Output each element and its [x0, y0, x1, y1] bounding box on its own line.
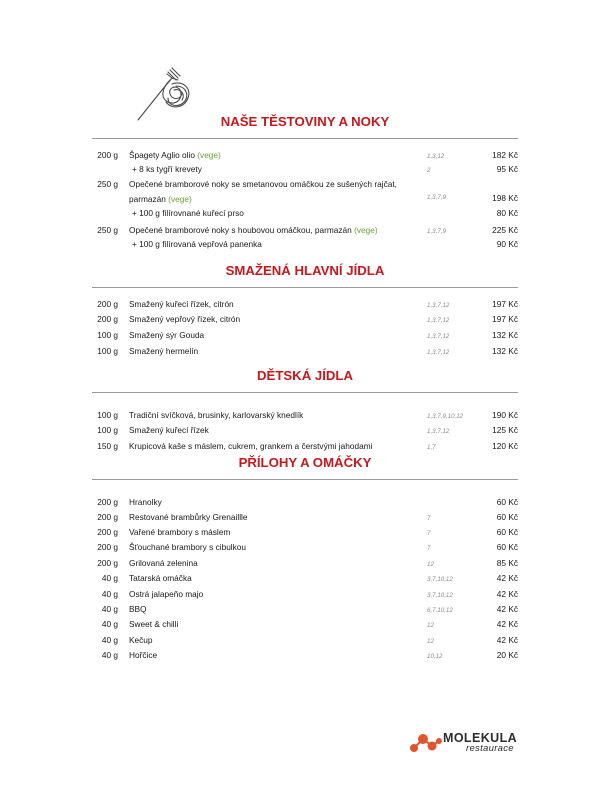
- item-name: Smažený kuřecí řízek: [129, 425, 209, 435]
- item-weight: 100 g: [97, 330, 118, 340]
- item-allergens: 1,3,7,12: [427, 317, 450, 324]
- item-allergens: 1,3,12: [427, 153, 445, 160]
- item-weight: 100 g: [97, 410, 118, 420]
- item-allergens: 7: [427, 530, 431, 537]
- item-weight: 40 g: [101, 650, 118, 660]
- item-weight: 40 g: [101, 604, 118, 614]
- item-name-text: Špagety Aglio olio: [129, 150, 198, 160]
- section-title: NAŠE TĚSTOVINY A NOKY: [220, 114, 390, 129]
- item-name: Kečup: [129, 635, 153, 645]
- vege-tag: (vege): [168, 194, 192, 204]
- item-price: 42 Kč: [496, 589, 518, 599]
- item-name: + 8 ks tygří krevety: [132, 164, 202, 174]
- item-price: 60 Kč: [496, 542, 518, 552]
- item-weight: 150 g: [97, 441, 118, 451]
- logo-brand-name: MOLEKULA: [443, 731, 518, 745]
- item-allergens: 2: [427, 167, 431, 174]
- item-name: Šťouchané brambory s cibulkou: [129, 542, 247, 552]
- item-weight: 100 g: [97, 425, 118, 435]
- item-weight: 40 g: [101, 635, 118, 645]
- item-price: 198 Kč: [492, 193, 518, 203]
- item-price: 190 Kč: [492, 410, 518, 420]
- item-price: 42 Kč: [496, 635, 518, 645]
- divider: [92, 392, 518, 393]
- item-allergens: 1,3,7,12: [427, 349, 450, 356]
- item-price: 95 Kč: [496, 164, 518, 174]
- item-weight: 250 g: [97, 179, 118, 189]
- section-pasta: [92, 114, 518, 249]
- item-allergens: 1,3,7,12: [427, 302, 450, 309]
- item-price: 182 Kč: [492, 150, 518, 160]
- item-name: [129, 225, 425, 236]
- vege-tag: (vege): [197, 150, 221, 160]
- item-price: 42 Kč: [496, 619, 518, 629]
- section-sides-sauces: [92, 455, 518, 660]
- item-price: 197 Kč: [492, 314, 518, 324]
- item-weight: 200 g: [97, 558, 118, 568]
- item-weight: 200 g: [97, 542, 118, 552]
- item-name: Smažený sýr Gouda: [129, 330, 205, 340]
- item-allergens: 12: [427, 638, 434, 645]
- item-price: 132 Kč: [492, 346, 518, 356]
- item-name: [129, 177, 425, 207]
- item-price: 197 Kč: [492, 299, 518, 309]
- item-weight: 40 g: [101, 619, 118, 629]
- item-name: Vařené brambory s máslem: [129, 527, 231, 537]
- item-allergens: 12: [427, 561, 434, 568]
- logo-subtitle: restaurace: [466, 743, 514, 754]
- item-weight: 200 g: [97, 299, 118, 309]
- item-name: Hořčice: [129, 650, 158, 660]
- item-name: BBQ: [129, 604, 147, 614]
- item-name: Smažený hermelín: [129, 346, 199, 356]
- item-name: Restované brambůrky Grenaillle: [129, 512, 248, 522]
- item-allergens: 7: [427, 545, 431, 552]
- item-name: Tradiční svíčková, brusinky, karlovarský knedlík: [129, 410, 304, 420]
- item-name: + 100 g filírovaná vepřová panenka: [132, 239, 262, 249]
- item-price: 42 Kč: [496, 604, 518, 614]
- section-kids-meals: [92, 368, 518, 451]
- item-weight: 40 g: [101, 573, 118, 583]
- item-name: Smažený vepřový řízek, citrón: [129, 314, 241, 324]
- divider: [92, 287, 518, 288]
- restaurant-logo: [408, 730, 520, 756]
- item-price: 225 Kč: [492, 225, 518, 235]
- item-price: 80 Kč: [496, 208, 518, 218]
- item-name: [129, 150, 425, 161]
- item-name: Hranolky: [129, 497, 162, 507]
- item-weight: 200 g: [97, 314, 118, 324]
- item-allergens: 12: [427, 622, 434, 629]
- item-price: 20 Kč: [496, 650, 518, 660]
- molecule-logo-icon: [408, 730, 444, 756]
- item-name: Sweet & chilli: [129, 619, 179, 629]
- item-allergens: 1,3,7,12: [427, 428, 450, 435]
- item-price: 60 Kč: [496, 512, 518, 522]
- vege-tag: (vege): [354, 225, 378, 235]
- section-title: SMAŽENÁ HLAVNÍ JÍDLA: [225, 263, 385, 278]
- item-weight: 40 g: [101, 589, 118, 599]
- item-name: Ostrá jalapeňo majo: [129, 589, 204, 599]
- item-allergens: 6,7,10,12: [427, 607, 453, 614]
- section-fried-mains: [92, 263, 518, 356]
- item-weight: 200 g: [97, 527, 118, 537]
- item-weight: 200 g: [97, 497, 118, 507]
- item-price: 132 Kč: [492, 330, 518, 340]
- item-price: 90 Kč: [496, 239, 518, 249]
- item-allergens: 1,3,7,12: [427, 333, 450, 340]
- divider: [92, 479, 518, 480]
- section-title: PŘÍLOHY A OMÁČKY: [238, 455, 372, 470]
- item-name-text: Opečené bramborové noky s houbovou omáčkou, parmazán: [129, 225, 355, 235]
- section-title: DĚTSKÁ JÍDLA: [257, 368, 353, 383]
- item-weight: 200 g: [97, 512, 118, 522]
- item-price: 125 Kč: [492, 425, 518, 435]
- item-allergens: 1,3,7,9: [427, 194, 446, 201]
- item-weight: 200 g: [97, 150, 118, 160]
- item-weight: 100 g: [97, 346, 118, 356]
- item-name-text: Opečené bramborové noky se smetanovou omáčkou ze sušených rajčat, parmazán: [129, 179, 397, 204]
- item-weight: 250 g: [97, 225, 118, 235]
- item-name: Krupicová kaše s máslem, cukrem, grankem a čerstvými jahodami: [129, 441, 373, 451]
- item-name: Smažený kuřecí řízek, citrón: [129, 299, 234, 309]
- item-name: Grilovaná zelenina: [129, 558, 198, 568]
- item-price: 60 Kč: [496, 497, 518, 507]
- item-allergens: 1,7: [427, 444, 436, 451]
- item-allergens: 10,12: [427, 653, 443, 660]
- divider: [92, 138, 518, 139]
- item-allergens: 3,7,10,12: [427, 576, 453, 583]
- item-price: 120 Kč: [492, 441, 518, 451]
- item-price: 85 Kč: [496, 558, 518, 568]
- item-allergens: 1,3,7,9: [427, 228, 446, 235]
- item-name: Tatarská omáčka: [129, 573, 192, 583]
- item-price: 42 Kč: [496, 573, 518, 583]
- item-allergens: 7: [427, 515, 431, 522]
- item-name: + 100 g filírovnané kuřecí prso: [132, 208, 244, 218]
- item-price: 60 Kč: [496, 527, 518, 537]
- item-allergens: 3,7,10,12: [427, 592, 453, 599]
- item-allergens: 1,3,7,9,10,12: [427, 413, 464, 420]
